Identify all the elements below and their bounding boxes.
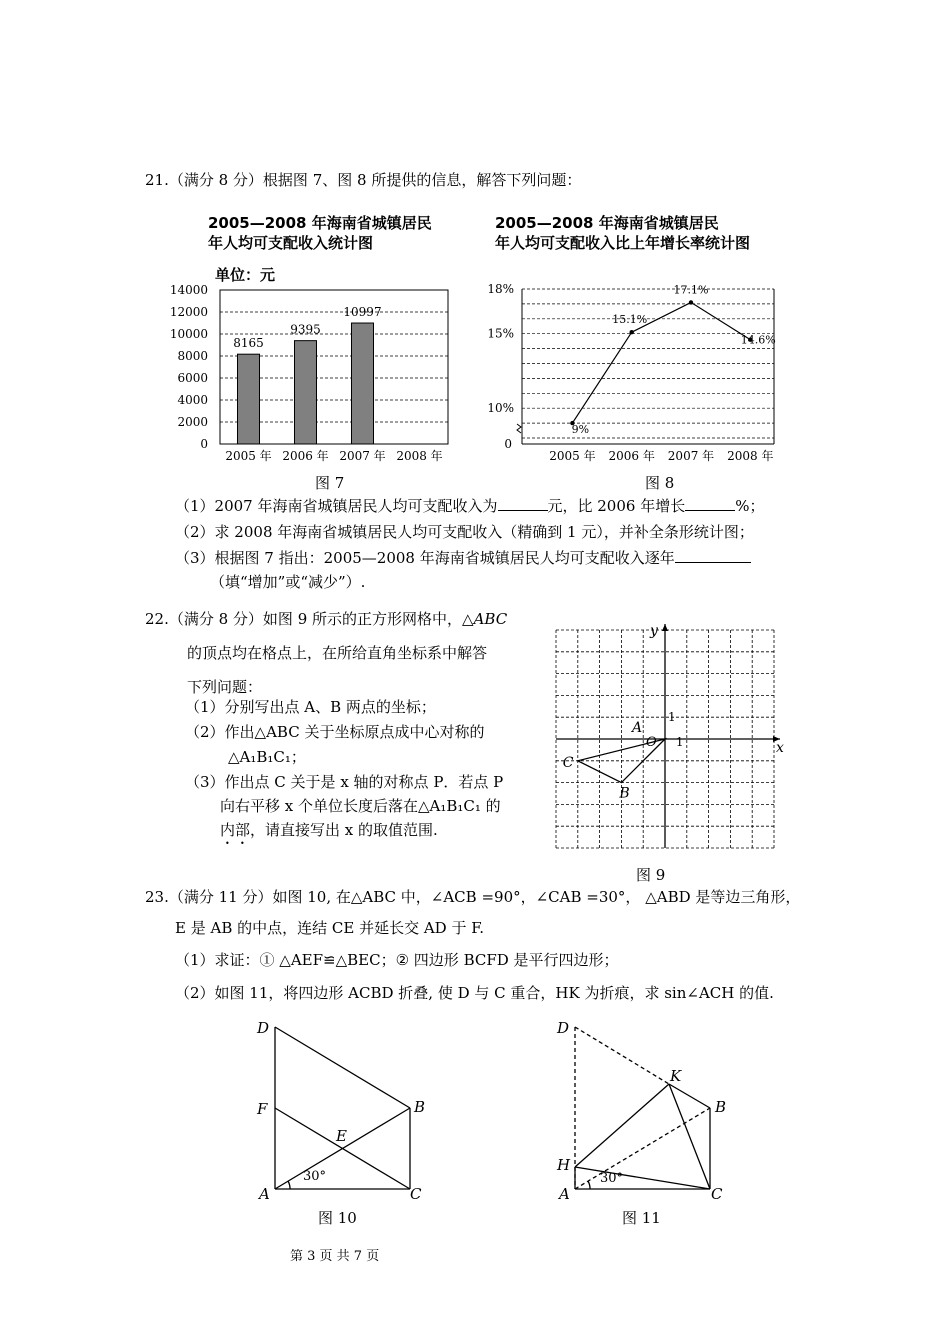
- answer-blank: [498, 496, 548, 511]
- label-f: F: [257, 1100, 268, 1118]
- series-line: [572, 302, 750, 423]
- q22-emphasis-text: 内部: [220, 821, 251, 839]
- x-tick-label: 2005 年: [225, 449, 272, 463]
- data-point: [629, 330, 633, 334]
- q22-line8: 向右平移 x 个单位长度后落在△A₁B₁C₁ 的: [220, 797, 501, 815]
- origin-label: O: [646, 735, 657, 750]
- y-tick-label: 15%: [487, 326, 514, 341]
- x-tick-label: 2008 年: [727, 449, 774, 463]
- label-b: B: [414, 1098, 426, 1116]
- q22-line1-text: 22.（满分 8 分）如图 9 所示的正方形网格中，△: [145, 610, 474, 628]
- chart8-title-line1: 2005—2008 年海南省城镇居民: [495, 214, 719, 232]
- q23-line4: （2）如图 11，将四边形 ACBD 折叠, 使 D 与 C 重合，HK 为折痕，求 sin∠ACH 的值.: [175, 984, 774, 1002]
- angle-arc: [588, 1181, 590, 1189]
- data-label: 15.1%: [612, 313, 648, 327]
- label-d: D: [557, 1019, 570, 1037]
- bar: [352, 323, 374, 444]
- line-chart-fig8: [487, 280, 790, 480]
- q22-line2: 的顶点均在格点上，在所给直角坐标系中解答: [187, 644, 488, 662]
- bar-value-label: 9395: [290, 322, 321, 337]
- q22-line9: [220, 820, 438, 848]
- point-c-label: C: [562, 754, 574, 771]
- bar: [238, 354, 260, 444]
- y-tick-label: 10%: [487, 401, 514, 416]
- label-a: A: [559, 1185, 570, 1203]
- q22-line6: △A₁B₁C₁；: [228, 748, 306, 766]
- y-tick-label: 12000: [169, 305, 208, 319]
- q21-part2: （2）求 2008 年海南省城镇居民人均可支配收入（精确到 1 元），并补全条形统计图；: [175, 523, 754, 541]
- chart7-title-line2: 年人均可支配收入统计图: [208, 234, 374, 252]
- unit-x-label: 1: [675, 735, 684, 749]
- x-tick-label: 2008 年: [396, 449, 443, 463]
- q22-line1: [145, 609, 507, 629]
- q23-line1: 23.（满分 11 分）如图 10, 在△ABC 中，∠ACB =90°，∠CAB =30°， △ABD 是等边三角形，: [145, 888, 801, 906]
- bar-value-label: 10997: [343, 305, 382, 320]
- q21-part1-text-a: （1）2007 年海南省城镇居民人均可支配收入为: [175, 497, 498, 515]
- label-d: D: [257, 1019, 270, 1037]
- label-k: K: [670, 1067, 682, 1085]
- fig11-caption: 图 11: [622, 1209, 661, 1227]
- y-axis-label: y: [650, 623, 658, 639]
- fig8-caption: 图 8: [645, 474, 675, 492]
- segment-db: [275, 1027, 410, 1108]
- q23-line3: （1）求证：① △AEF≌△BEC；② 四边形 BCFD 是平行四边形；: [175, 951, 619, 969]
- fig7-caption: 图 7: [315, 474, 345, 492]
- fig9-caption: 图 9: [636, 866, 666, 884]
- q21-part3-hint: （填“增加”或“减少”）.: [210, 573, 366, 591]
- q22-triangle-name: ABC: [473, 610, 508, 628]
- point-b-label: B: [619, 785, 630, 802]
- point-a-label: A: [632, 720, 643, 736]
- bar-value-label: 8165: [233, 336, 264, 351]
- x-axis-label: x: [776, 740, 784, 756]
- segment-kb: [669, 1084, 710, 1108]
- y-axis-arrow-icon: [662, 624, 668, 631]
- axis-break-icon: [517, 424, 521, 433]
- label-b: B: [715, 1098, 727, 1116]
- answer-blank: [675, 548, 751, 563]
- label-h: H: [557, 1156, 571, 1174]
- chart7-unit: 单位：元: [215, 266, 276, 284]
- q22-line4: （1）分别写出点 A、B 两点的坐标；: [185, 698, 436, 716]
- q21-part3-text-a: （3）根据图 7 指出：2005—2008 年海南省城镇居民人均可支配收入逐年: [175, 549, 675, 567]
- data-label: 14.6%: [740, 333, 776, 347]
- y-tick-label: 4000: [177, 393, 208, 407]
- segment-hc: [575, 1167, 710, 1189]
- unit-y-label: 1: [668, 710, 676, 725]
- geometry-figure-10: [250, 1015, 450, 1205]
- chart7-title-line1: 2005—2008 年海南省城镇居民: [208, 214, 432, 232]
- segment-dk-folded: [575, 1027, 669, 1084]
- chart8-title-line2: 年人均可支配收入比上年增长率统计图: [495, 234, 751, 252]
- x-tick-label: 2007 年: [667, 449, 715, 463]
- q21-header: 21.（满分 8 分）根据图 7、图 8 所提供的信息，解答下列问题：: [145, 171, 582, 189]
- bar: [295, 341, 317, 444]
- label-a: A: [259, 1185, 270, 1203]
- angle-arc: [288, 1181, 290, 1189]
- angle-label: 30°: [303, 1169, 327, 1184]
- y-tick-label: 0: [200, 437, 208, 451]
- geometry-figure-11: [555, 1015, 755, 1205]
- answer-blank: [685, 496, 735, 511]
- q21-part1-text-c: %；: [735, 497, 765, 515]
- y-tick-label: 10000: [169, 327, 208, 341]
- q22-line5: （2）作出△ABC 关于坐标原点成中心对称的: [185, 723, 485, 741]
- label-e: E: [336, 1127, 347, 1145]
- q23-line2: E 是 AB 的中点，连结 CE 并延长交 AD 于 F.: [175, 919, 485, 937]
- data-label: 9%: [571, 423, 590, 437]
- y-tick-label: 18%: [487, 282, 514, 296]
- y-tick-label: 2000: [177, 415, 208, 429]
- page-footer: 第 3 页 共 7 页: [290, 1249, 380, 1264]
- fig10-caption: 图 10: [318, 1209, 357, 1227]
- label-c: C: [410, 1185, 422, 1203]
- y-tick-label: 0: [504, 437, 512, 451]
- label-c: C: [711, 1185, 723, 1203]
- data-label: 17.1%: [673, 283, 709, 297]
- q22-line7: （3）作出点 C 关于是 x 轴的对称点 P．若点 P: [185, 773, 504, 791]
- x-tick-label: 2007 年: [339, 449, 386, 463]
- q21-part1: [175, 496, 764, 516]
- data-point: [689, 300, 693, 304]
- y-tick-label: 8000: [177, 349, 208, 363]
- x-tick-label: 2006 年: [608, 449, 655, 463]
- angle-label: 30°: [600, 1171, 624, 1186]
- x-tick-label: 2006 年: [282, 449, 329, 463]
- bar-chart-fig7: [160, 280, 460, 480]
- crease-hk: [575, 1084, 669, 1167]
- q21-part1-text-b: 元，比 2006 年增长: [547, 497, 686, 515]
- q22-line9-text: ，请直接写出 x 的取值范围.: [250, 821, 438, 839]
- x-tick-label: 2005 年: [549, 449, 596, 463]
- q21-part3: [175, 548, 751, 568]
- coordinate-grid-fig9: [550, 622, 784, 852]
- segment-kc: [669, 1084, 710, 1189]
- y-tick-label: 14000: [169, 283, 208, 297]
- y-tick-label: 6000: [177, 371, 208, 385]
- q22-line3: 下列问题：: [187, 678, 263, 696]
